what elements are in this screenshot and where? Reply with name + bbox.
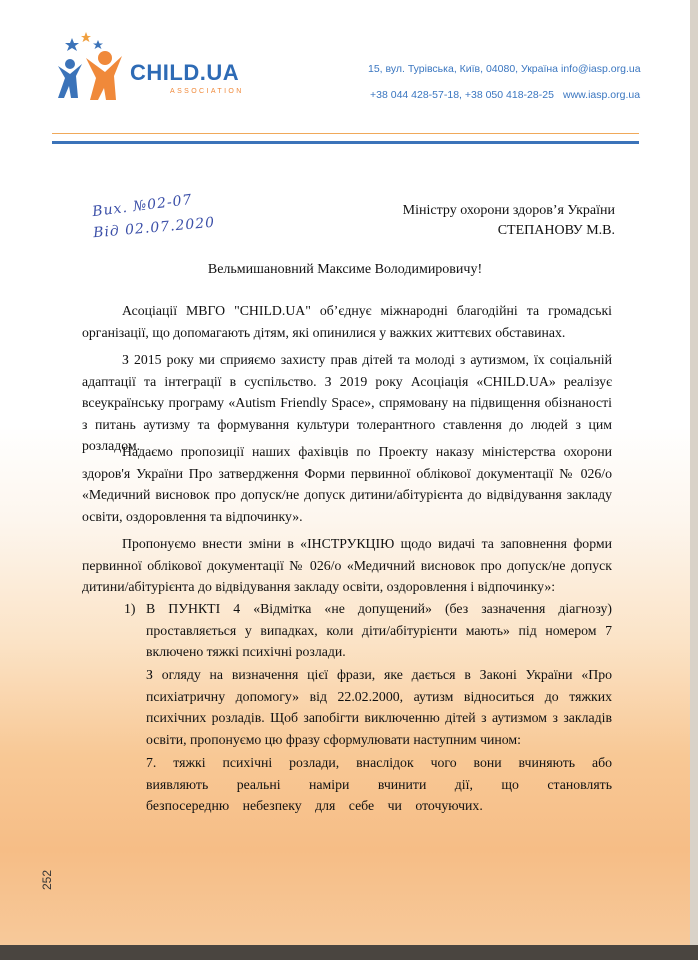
- paper-edge-bottom: [0, 945, 698, 960]
- logo-wordmark: CHILD.UA: [130, 60, 240, 85]
- org-phones: +38 044 428-57-18, +38 050 418-28-25: [370, 89, 554, 101]
- proposed-wording: 7. тяжкі психічні розлади, внаслідок чого вони вчиняють або виявляють реальні наміри вчинити дії, що становлять безпосередню небезпеку для себе чи оточуючих.: [146, 755, 612, 813]
- list-item-followup: З огляду на визначення цієї фрази, яке дається в Законі України «Про психіатричну допомогу» від 22.02.2000, аутизм відноситься до тяжких психічних розладів. Щоб запобігти виключенню дітей з аутизмом з закладів освіти, пропонуємо цю фразу сформулювати наступним чином:: [146, 667, 612, 747]
- outgoing-date: Від 02.07.2020: [92, 214, 216, 242]
- paragraph-4: Пропонуємо внести зміни в «ІНСТРУКЦІЮ щодо видачі та заповнення форми первинної облікової документації № 026/о «Медичний висновок про допуск/не допуск дитини/абітурієнта до відвідування закладу освіти, оздоровлення і відпочинку»:: [82, 536, 612, 594]
- recipient-title: Міністру охорони здоров’я України: [402, 203, 615, 218]
- recipient-name: СТЕПАНОВУ М.В.: [497, 223, 615, 238]
- list-item-number: 1): [124, 601, 136, 616]
- list-item-1: [82, 598, 612, 663]
- paragraph-1: Асоціації МВГО "CHILD.UA" об’єднує міжнародні благодійні та громадські організації, що допомагають дітям, які опинилися у важких життєвих обставинах.: [82, 303, 612, 340]
- paper-edge-right: [690, 0, 698, 960]
- paragraph-3: Надаємо пропозиції наших фахівців по Проекту наказу міністерства охорони здоров'я України Про затвердження Форми первинної облікової документації № 026/о «Медичний висновок про допуск/не допуск дитини/абітурієнта до відвідування закладу освіти, оздоровлення та відпочинку».: [82, 444, 612, 524]
- outgoing-number: Вих. №02-07: [91, 191, 194, 221]
- logo-subtitle: ASSOCIATION: [170, 88, 244, 95]
- org-address: 15, вул. Турівська, Київ, 04080, Україна: [368, 63, 559, 75]
- list-item-text: В ПУНКТІ 4 «Відмітка «не допущений» (без зазначення діагнозу) проставляється у випадках, коли діти/абітурієнти мають» під номером 7 включено тяжкі психічні розлади.: [146, 601, 612, 659]
- header-rule-blue: [52, 141, 639, 144]
- greeting: Вельмишановний Максиме Володимировичу!: [207, 262, 483, 277]
- org-email: info@iasp.org.ua: [561, 63, 641, 75]
- page-number: 252: [40, 869, 54, 890]
- org-website: www.iasp.org.ua: [563, 89, 641, 101]
- paragraph-2: З 2015 року ми сприяємо захисту прав дітей та молоді з аутизмом, їх соціальній адаптації та інтеграції в суспільство. З 2019 року Асоціація «CHILD.UA» реалізує всеукраїнську програму «Autism Friendly Space», спрямовану на підвищення обізнаності з питань аутизму та формування культури толерантного ставлення до людей з цим розладом.: [82, 352, 612, 453]
- header-rule-orange: [52, 133, 639, 134]
